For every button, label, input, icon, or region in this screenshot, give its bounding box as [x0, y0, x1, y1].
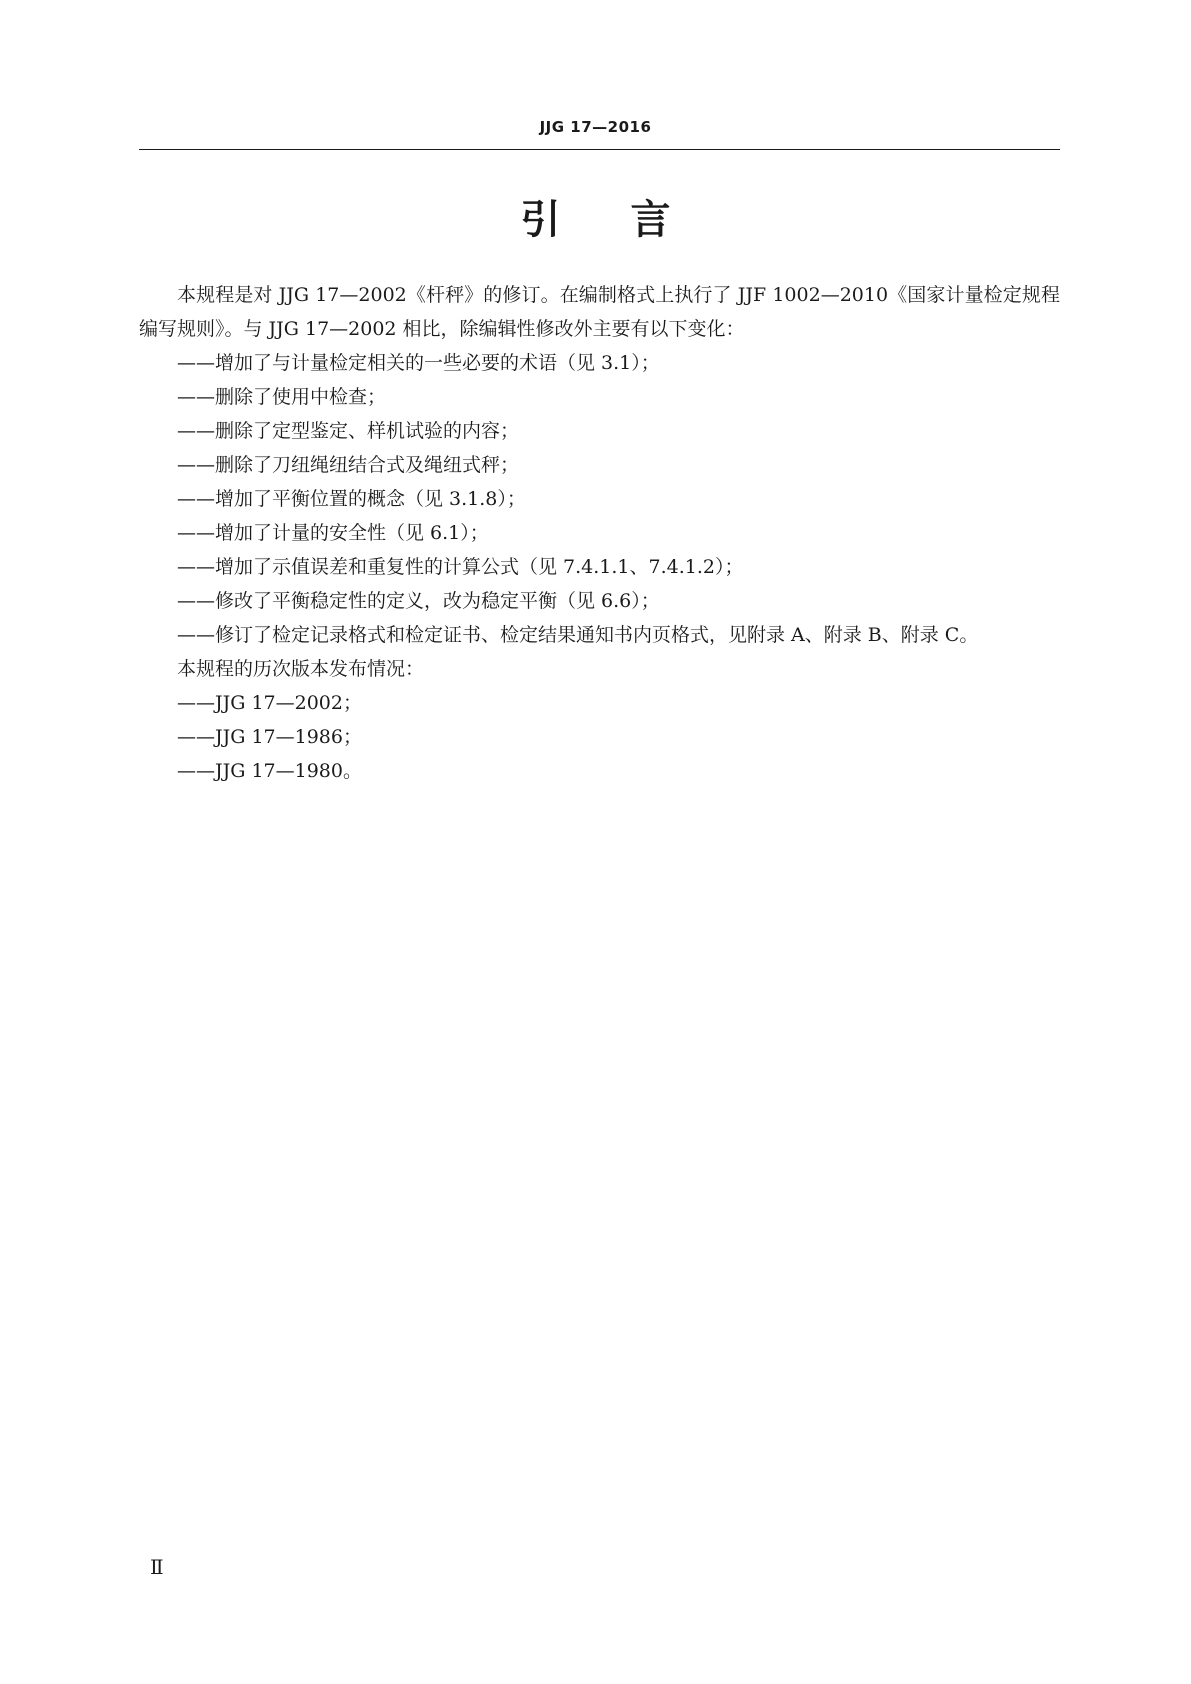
changes-list	[139, 346, 1060, 652]
history-list	[139, 686, 1060, 788]
intro-paragraph: 本规程是对 JJG 17—2002《杆秤》的修订。在编制格式上执行了 JJF 1002—2010《国家计量检定规程编写规则》。与 JJG 17—2002 相比，除编辑性修改外主要有以下变化：	[139, 284, 1060, 340]
change-item: ——删除了定型鉴定、样机试验的内容；	[177, 420, 520, 442]
change-item: ——增加了与计量检定相关的一些必要的术语（见 3.1）；	[177, 352, 660, 374]
change-item: ——增加了计量的安全性（见 6.1）；	[177, 522, 489, 544]
change-item: ——增加了平衡位置的概念（见 3.1.8）；	[177, 488, 526, 510]
change-item: ——删除了使用中检查；	[177, 386, 387, 408]
history-item: ——JJG 17—2002；	[177, 692, 362, 714]
change-item: ——增加了示值误差和重复性的计算公式（见 7.4.1.1、7.4.1.2）；	[177, 556, 744, 578]
change-item: ——修改了平衡稳定性的定义，改为稳定平衡（见 6.6）；	[177, 590, 660, 612]
header-divider	[139, 149, 1060, 150]
history-item: ——JJG 17—1986；	[177, 726, 362, 748]
change-item: ——删除了刀纽绳纽结合式及绳纽式秤；	[177, 454, 520, 476]
change-item: ——修订了检定记录格式和检定证书、检定结果通知书内页格式，见附录 A、附录 B、附录 C。	[177, 624, 979, 646]
section-title: 引言	[520, 197, 741, 243]
history-intro: 本规程的历次版本发布情况：	[177, 658, 425, 680]
history-item: ——JJG 17—1980。	[177, 760, 362, 782]
document-body	[139, 278, 1060, 788]
running-header: JJG 17—2016	[539, 118, 652, 136]
page-number: Ⅱ	[150, 1555, 164, 1579]
